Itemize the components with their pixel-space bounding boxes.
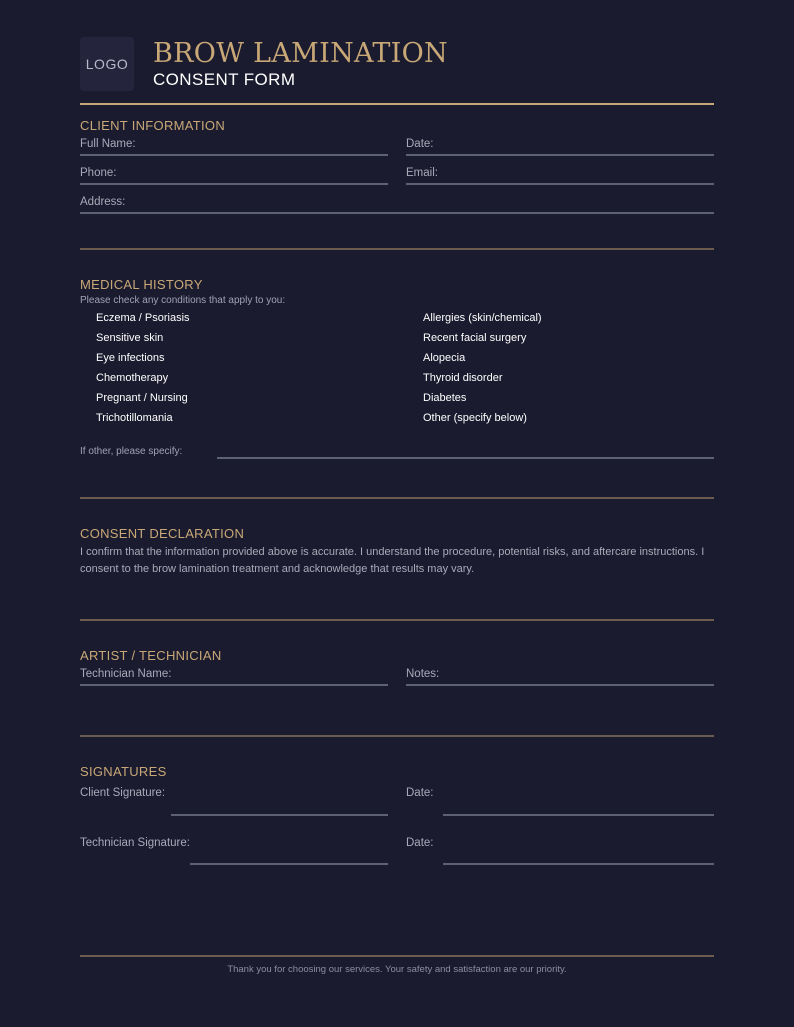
medical-history-title: MEDICAL HISTORY <box>80 277 203 292</box>
section-divider <box>80 735 714 737</box>
consent-title: CONSENT DECLARATION <box>80 526 245 541</box>
section-divider <box>80 497 714 499</box>
condition-diabetes[interactable]: Diabetes <box>423 392 467 404</box>
technician-name-field[interactable] <box>80 684 388 686</box>
client-date-field[interactable] <box>443 814 714 816</box>
header-divider <box>80 103 714 105</box>
condition-trichotillomania[interactable]: Trichotillomania <box>96 412 173 424</box>
artist-title: ARTIST / TECHNICIAN <box>80 648 222 663</box>
condition-allergies[interactable]: Allergies (skin/chemical) <box>423 312 542 324</box>
condition-eczema[interactable]: Eczema / Psoriasis <box>96 312 190 324</box>
technician-signature-field[interactable] <box>190 863 388 865</box>
date-field[interactable] <box>406 154 714 156</box>
condition-alopecia[interactable]: Alopecia <box>423 352 466 364</box>
technician-signature-label: Technician Signature: <box>80 837 190 849</box>
condition-pregnant[interactable]: Pregnant / Nursing <box>96 392 188 404</box>
client-signature-field[interactable] <box>171 814 388 816</box>
email-label: Email: <box>406 167 438 179</box>
full-name-field[interactable] <box>80 154 388 156</box>
email-field[interactable] <box>406 183 714 185</box>
form-title: BROW LAMINATION <box>153 38 448 69</box>
footer-divider <box>80 955 714 957</box>
phone-label: Phone: <box>80 167 117 179</box>
condition-thyroid[interactable]: Thyroid disorder <box>423 372 503 384</box>
notes-label: Notes: <box>406 668 440 680</box>
footer-text: Thank you for choosing our services. Your safety and satisfaction are our priority. <box>227 964 567 975</box>
technician-name-label: Technician Name: <box>80 668 172 680</box>
consent-text: I confirm that the information provided above is accurate. I understand the procedure, potential risks, and aftercare instructions. I consent to the brow lamination treatment and acknowledge that results may vary. <box>80 546 705 575</box>
client-info-title: CLIENT INFORMATION <box>80 118 226 133</box>
phone-field[interactable] <box>80 183 388 185</box>
technician-date-field[interactable] <box>443 863 714 865</box>
notes-field[interactable] <box>406 684 714 686</box>
condition-eye-infections[interactable]: Eye infections <box>96 352 165 364</box>
other-specify-field[interactable] <box>217 457 714 459</box>
date-label: Date: <box>406 138 434 150</box>
section-divider <box>80 248 714 250</box>
condition-chemotherapy[interactable]: Chemotherapy <box>96 372 169 384</box>
form-subtitle: CONSENT FORM <box>153 70 296 89</box>
technician-date-label: Date: <box>406 837 434 849</box>
section-divider <box>80 619 714 621</box>
client-signature-label: Client Signature: <box>80 787 166 799</box>
medical-hint: Please check any conditions that apply to you: <box>80 295 286 306</box>
logo-placeholder <box>80 37 134 91</box>
condition-facial-surgery[interactable]: Recent facial surgery <box>423 332 527 344</box>
other-specify-label: If other, please specify: <box>80 446 183 457</box>
full-name-label: Full Name: <box>80 138 136 150</box>
address-label: Address: <box>80 196 126 208</box>
client-date-label: Date: <box>406 787 434 799</box>
condition-sensitive-skin[interactable]: Sensitive skin <box>96 332 164 344</box>
signatures-title: SIGNATURES <box>80 764 167 779</box>
address-field[interactable] <box>80 212 714 214</box>
logo-text: LOGO <box>85 56 129 72</box>
condition-other[interactable]: Other (specify below) <box>423 412 527 424</box>
